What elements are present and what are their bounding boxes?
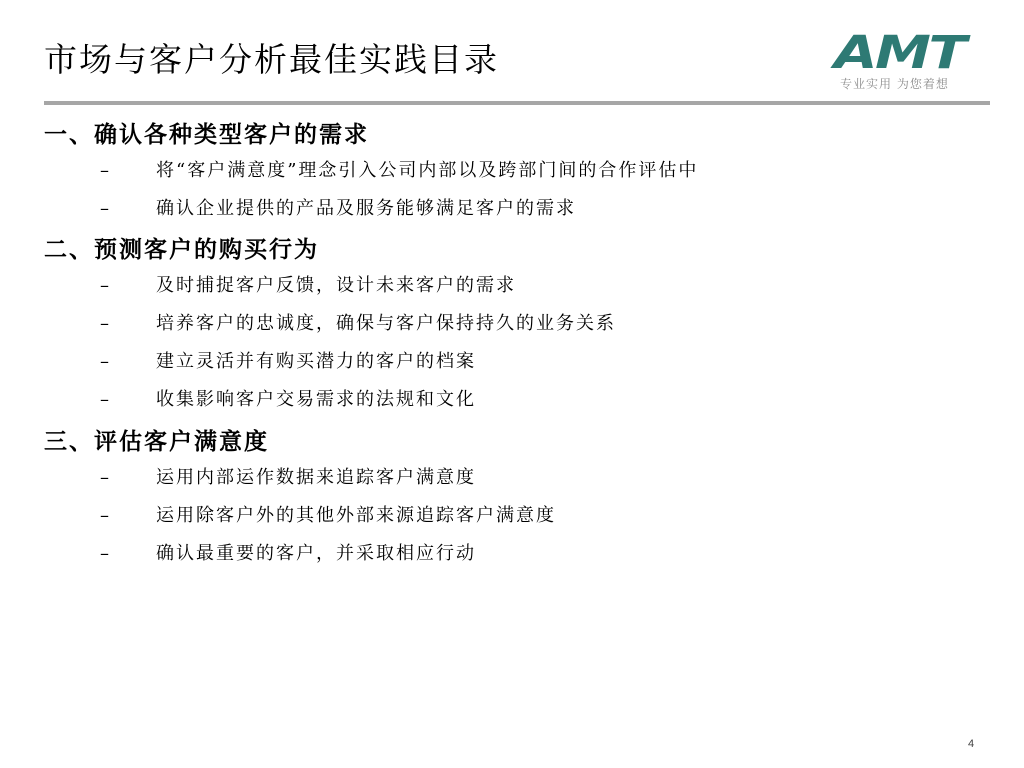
list-item	[44, 152, 984, 190]
bullet-dash: –	[100, 467, 111, 488]
bullet-dash: –	[100, 505, 111, 526]
bullet-dash: –	[100, 313, 111, 334]
list-item	[44, 343, 984, 381]
bullet-dash: –	[100, 198, 111, 219]
page-number: 4	[968, 738, 975, 750]
list-item	[44, 305, 984, 343]
list-item	[44, 459, 984, 497]
list-item	[44, 190, 984, 228]
section-3	[44, 425, 984, 573]
logo-tagline: 专业实用 为您着想	[840, 77, 949, 91]
logo-wordmark: AMT	[834, 26, 965, 79]
section-heading: 三、评估客户满意度	[44, 428, 269, 455]
list-item-text: 及时捕捉客户反馈，设计未来客户的需求	[156, 275, 516, 296]
section-heading: 一、确认各种类型客户的需求	[44, 121, 369, 148]
list-item-text: 运用除客户外的其他外部来源追踪客户满意度	[156, 505, 556, 526]
list-item	[44, 381, 984, 419]
title-divider	[44, 101, 990, 105]
list-item	[44, 497, 984, 535]
bullet-dash: –	[100, 543, 111, 564]
page-title: 市场与客户分析最佳实践目录	[44, 40, 499, 79]
section-2	[44, 233, 984, 419]
list-item	[44, 267, 984, 305]
list-item-text: 培养客户的忠诚度，确保与客户保持持久的业务关系	[156, 313, 616, 334]
list-item	[44, 535, 984, 573]
bullet-dash: –	[100, 275, 111, 296]
section-1	[44, 118, 984, 228]
bullet-dash: –	[100, 389, 111, 410]
list-item-text: 收集影响客户交易需求的法规和文化	[156, 389, 476, 410]
list-item-text: 确认企业提供的产品及服务能够满足客户的需求	[156, 198, 576, 219]
bullet-dash: –	[100, 160, 111, 181]
bullet-dash: –	[100, 351, 111, 372]
list-item-text: 建立灵活并有购买潜力的客户的档案	[156, 351, 476, 372]
amt-logo	[834, 26, 994, 92]
outline-content	[44, 118, 984, 573]
section-heading: 二、预测客户的购买行为	[44, 236, 319, 263]
list-item-text: 运用内部运作数据来追踪客户满意度	[156, 467, 476, 488]
list-item-text: 将“客户满意度”理念引入公司内部以及跨部门间的合作评估中	[156, 160, 699, 181]
list-item-text: 确认最重要的客户，并采取相应行动	[156, 543, 476, 564]
